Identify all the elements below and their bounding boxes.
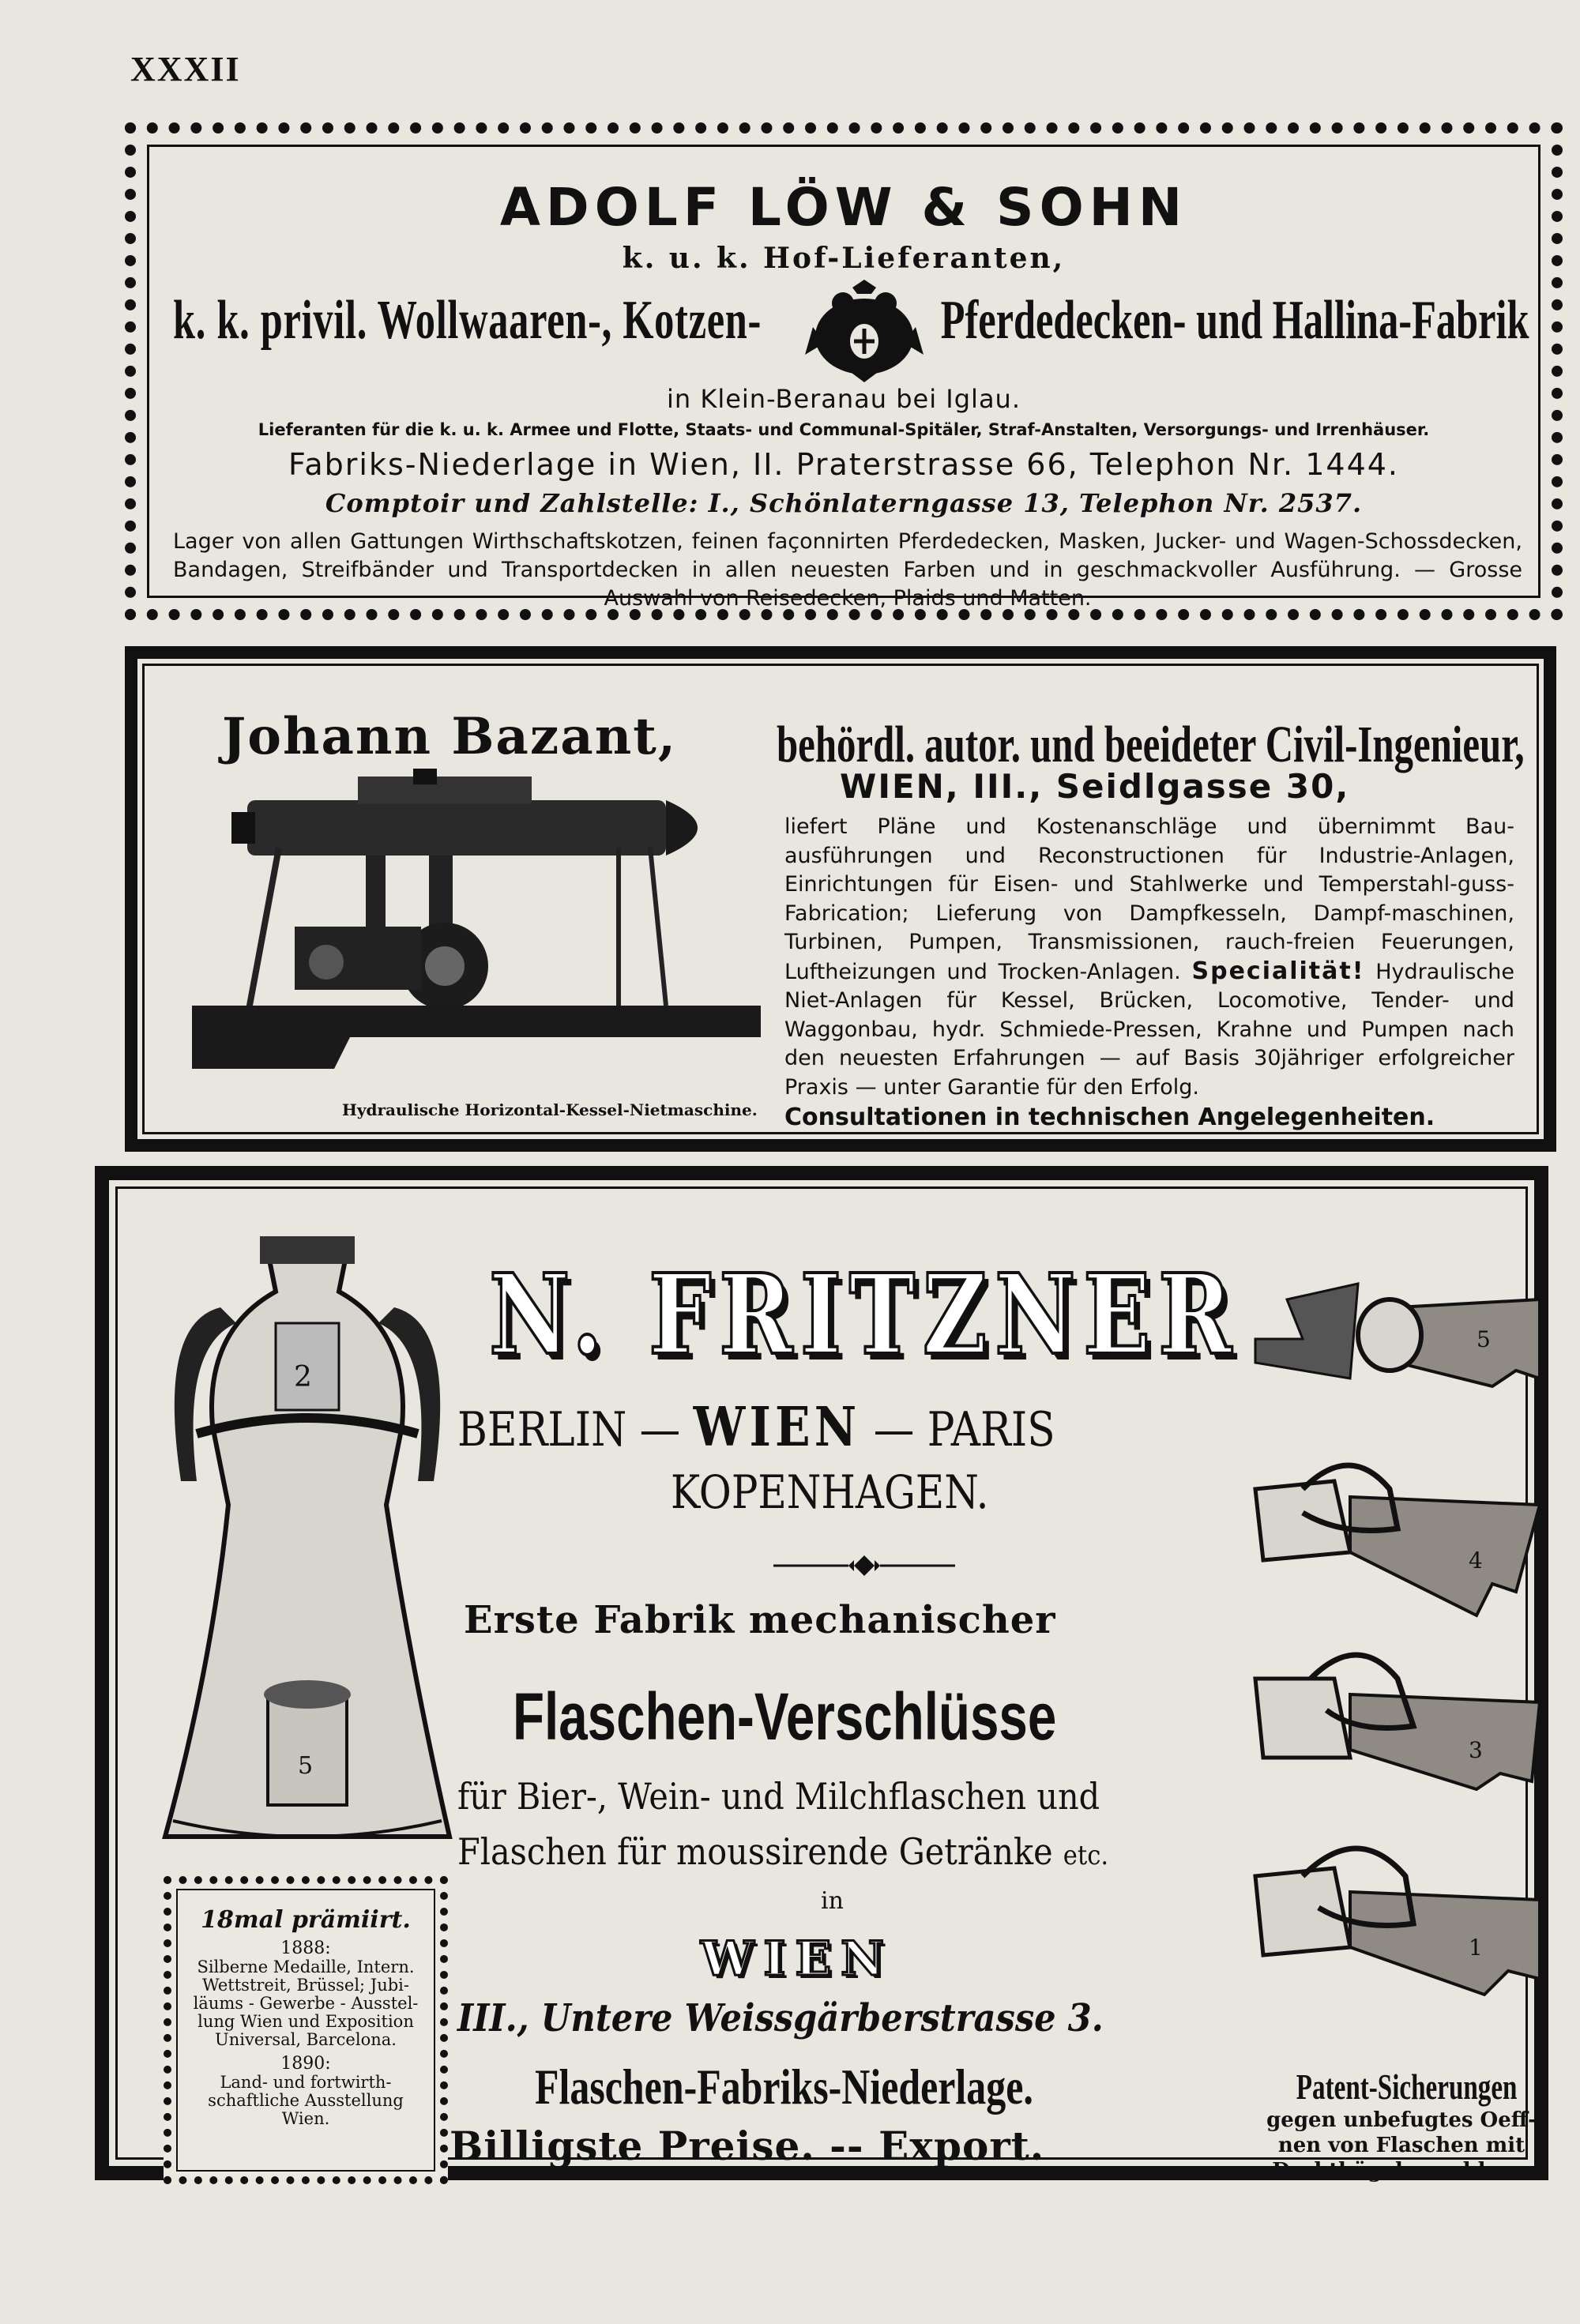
award-year-1888: 1888:: [280, 1939, 331, 1958]
city-paris: — PARIS: [873, 1402, 1055, 1457]
illustration-caption: Hydraulische Horizontal-Kessel-Nietmaschine.: [342, 1100, 758, 1119]
ad-body-text: Lager von allen Gattungen Wirthschaftskotzen, feinen façonnirten Pferdedecken, Masken, Jucker- und Wagen-Schossdecken, Bandagen, Streifbänder und Transportdecken in allen neuesten Farben und in geschmackvoller Ausführung. — Grosse Auswahl von Reisedecken, Plaids und Matten.: [173, 529, 1522, 611]
ad-inner-frame: [115, 1186, 1537, 2183]
city-berlin: BERLIN —: [457, 1402, 681, 1457]
ad-bazant: [125, 646, 1556, 1152]
bottle-label-2: 2: [294, 1361, 312, 1393]
patent-desc: gegen unbefugtes Oeff-: [1266, 2108, 1537, 2132]
closure-4: [1255, 1465, 1540, 1615]
closure-5: [1255, 1284, 1540, 1386]
award-inner: [176, 1889, 435, 2172]
specialty-text: Hydraulische Niet-Anlagen für Kessel, Brücken, Locomotive, Tender- und Waggonbau, hydr. Schmiede-Pressen, Krahne und Pumpen nach den neuesten Erfahrungen — auf Basis 30jähriger erfolgreicher Praxis — unter Garantie für den Erfolg.: [784, 959, 1515, 1100]
award-title: 18mal prämiirt.: [201, 1906, 411, 1934]
ad-uses-etc: etc.: [1063, 1840, 1109, 1871]
ad-product: Flaschen-Verschlüsse: [513, 1679, 1057, 1754]
ad-uses-line-2: [457, 1830, 1108, 1873]
ad-location: in Klein-Beranau bei Iglau.: [667, 384, 1021, 414]
award-line: läums - Gewerbe - Ausstel-: [193, 1994, 419, 2013]
ad-uses-line-1: für Bier-, Wein- und Milchflaschen und: [457, 1775, 1100, 1818]
ad-factory-outlet: Fabriks-Niederlage in Wien, II. Praterstrasse 66, Telephon Nr. 1444.: [288, 447, 1399, 482]
consultation-line: Consultationen in technischen Angelegenheiten.: [784, 1104, 1435, 1131]
ad-product-right: Pferdedecken- und Hallina-Fabrik: [940, 290, 1529, 351]
award-line: Land- und fortwirth-: [220, 2073, 392, 2092]
patent-desc: Drahtbügelverschluss.: [1272, 2159, 1531, 2183]
closure-3: [1255, 1655, 1540, 1789]
closure-1: [1255, 1848, 1540, 1995]
award-year-1890: 1890:: [280, 2054, 331, 2074]
ad-subtitle: k. u. k. Hof-Lieferanten,: [622, 242, 1066, 275]
patent-note: [1255, 2066, 1548, 2183]
ad-cities: [457, 1396, 1055, 1459]
ad-subtitle: behördl. autor. und beeideter Civil-Ingenieur,: [777, 716, 1525, 773]
page-number: XXXII: [130, 50, 241, 88]
ad-first-factory: Erste Fabrik mechanischer: [464, 1598, 1056, 1642]
ad-prices: Billigste Preise. -- Export.: [450, 2123, 1045, 2169]
bottle-illustration: [149, 1220, 465, 1931]
ad-loew-sohn: [125, 122, 1563, 620]
ad-services-text: liefert Pläne und Kostenanschläge und übernimmt Bau-ausführungen und Reconstructionen für Industrie-Anlagen, Einrichtungen für Eisen- und Stahlwerke und Temperstahl-guss-Fabrication; Lieferung von Dampfkesseln, Dampf-maschinen, Turbinen, Pumpen, Transmissionen, rauch-freien Feuerungen, Luftheizungen und Trocken-Anlagen.: [784, 814, 1514, 984]
patent-title: Patent-Sicherungen: [1296, 2066, 1518, 2107]
award-line: schaftliche Ausstellung: [208, 2091, 404, 2110]
ad-uses-text: Flaschen für moussirende Getränke: [457, 1830, 1053, 1873]
specialty-label: Specialität!: [1191, 957, 1365, 985]
bottle-label-5: 5: [298, 1752, 314, 1780]
ad-address: WIEN, III., Seidlgasse 30,: [840, 767, 1350, 806]
ad-suppliers-line: Lieferanten für die k. u. k. Armee und Flotte, Staats- und Communal-Spitäler, Straf-Anstalten, Versorgungs- und Irrenhäuser.: [258, 420, 1430, 439]
award-line: Wien.: [281, 2109, 330, 2128]
ad-wien: WIEN: [701, 1931, 894, 1987]
ad-title: Johann Bazant,: [222, 707, 678, 766]
double-eagle-icon: [805, 280, 924, 382]
award-line: Silberne Medaille, Intern.: [197, 1957, 415, 1976]
award-box: [164, 1876, 448, 2184]
ad-address: III., Untere Weissgärberstrasse 3.: [457, 1996, 1104, 2040]
riveting-machine-illustration: [192, 769, 761, 1069]
ad-outlet: Flaschen-Fabriks-Niederlage.: [535, 2059, 1033, 2115]
award-line: Universal, Barcelona.: [215, 2030, 397, 2049]
closure-label: 4: [1469, 1547, 1483, 1574]
closure-label: 3: [1469, 1737, 1483, 1763]
ad-body-text: [784, 813, 1514, 1133]
closure-label: 1: [1469, 1935, 1483, 1961]
city-wien: WIEN: [693, 1396, 861, 1459]
award-line: lung Wien und Exposition: [198, 2012, 414, 2031]
ad-in: in: [821, 1887, 844, 1915]
closure-label: 5: [1477, 1326, 1491, 1352]
ad-inner-frame: [147, 145, 1540, 611]
ad-fritzner: [95, 1166, 1548, 2183]
award-line: Wettstreit, Brüssel; Jubi-: [201, 1976, 409, 1995]
ad-product-left: k. k. privil. Wollwaaren-, Kotzen-: [173, 290, 762, 351]
ad-title: N. FRITZNER: [489, 1250, 1240, 1380]
ad-inner-frame: [142, 664, 1539, 1134]
ad-title: ADOLF LÖW & SOHN: [499, 177, 1188, 238]
patent-desc: nen von Flaschen mit: [1277, 2134, 1525, 2157]
ornament-divider-icon: [773, 1554, 955, 1578]
ad-office: Comptoir und Zahlstelle: I., Schönlaterngasse 13, Telephon Nr. 2537.: [325, 488, 1363, 518]
city-kopenhagen: KOPENHAGEN.: [671, 1465, 989, 1519]
bottle-closures-illustration: [1240, 1236, 1540, 2081]
